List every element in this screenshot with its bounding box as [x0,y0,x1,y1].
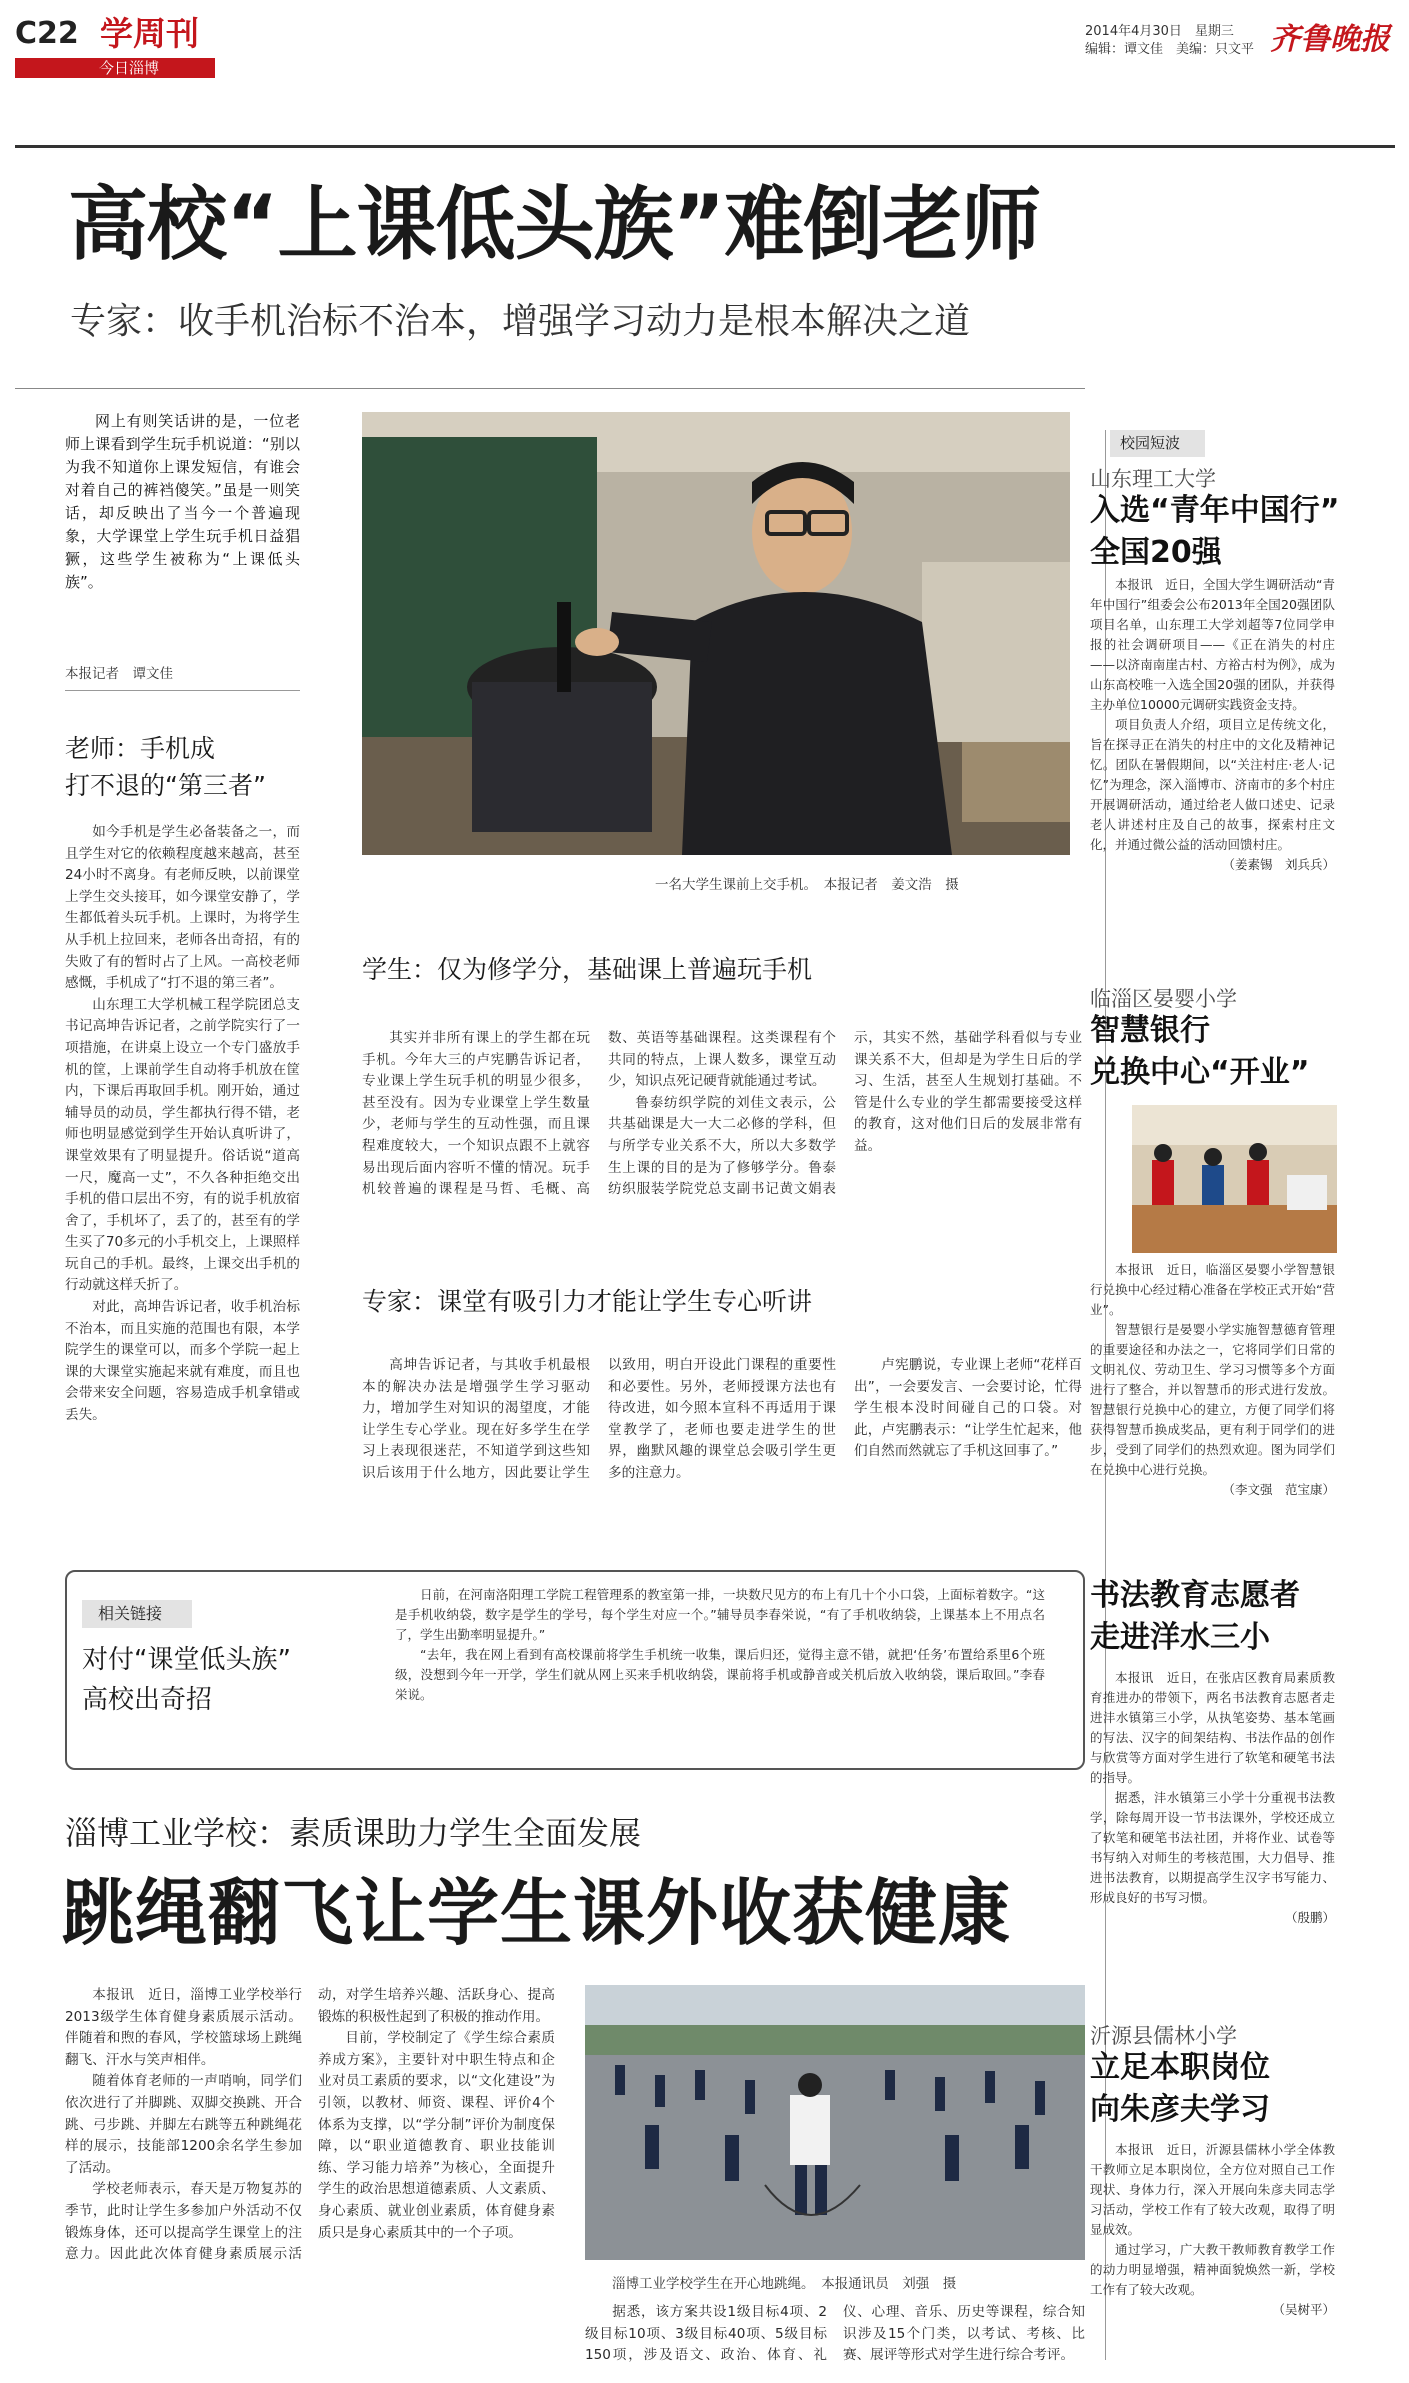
sidebar-photo-bank [1132,1105,1337,1253]
bottom-para: 学校老师表示，春天是万物复苏的季节，此时让学生多参加户外活动不仅锻炼身体，还可以提高学生课堂上的注意力。因此此次体育健身素质展示活动，对学生培养兴趣、活跃身心、提高锻炼的积极性起到了积极的推动作用。 [65,1987,555,2263]
section3-body [362,1355,1082,1550]
related-title-line1: 对付“课堂低头族” [82,1645,291,1675]
sidebar-item-place: 山东理工大学 [1090,467,1216,491]
section1-title [65,730,315,804]
photo-children-bank [1132,1105,1337,1253]
sidebar-item-body: 本报讯 近日，全国大学生调研活动“青年中国行”组委会公布2013年全国20强团队项目名单，山东理工大学刘超等7位同学申报的社会调研项目——《正在消失的村庄——以济南南崖古村、方裕古村为例》，成为山东高校唯一入选全国20强的团队，并获得主办单位10000元调研实践资金支持。 项目负责人介绍，项目立足传统文化，旨在探寻正在消失的村庄中的文化及精神记忆。团队在暑假期间，以“关注村庄·老人·记忆”为理念，深入淄博市、济南市的多个村庄开展调研活动，通过给老人做口述史、记录老人讲述村庄及自己的故事，探索村庄文化，并通过微公益的活动回馈村庄。 （姜素锡 刘兵兵） [1090,575,1335,875]
sidebar-item-title: 立足本职岗位 向朱彦夫学习 [1090,2050,1270,2127]
bottom-title: 跳绳翻飞让学生课外收获健康 [62,1871,1012,1955]
bottom-para: 目前，学校制定了《学生综合素质养成方案》，主要针对中职生特点和企业对员工素质的要求，以“文化建设”为引领，以教材、师资、课程、评价4个体系为支撑，以“学分制”评价为制度保障，以“职业道德教育、职业技能训练、学习能力培养”为核心，全面提升学生的政治思想道德素质、人文素质、身心素质、就业创业素质，体育健身素质只是身心素质其中的一个子项。 [318,2030,555,2241]
related-title [82,1640,291,1720]
section2-para: 其实并非所有课上的学生都在玩手机。今年大三的卢宪鹏告诉记者，专业课上学生玩手机的明显少很多，甚至没有。因为专业课堂上学生数量少，老师与学生的互动性强，而且课程难度较大，一个知识点跟不上就容易出现后面内容听不懂的情况。玩手机较普遍的课程是马哲、毛概、高数、英语等基础课程。这类课程有个共同的特点，上课人数多，课堂互动少，知识点死记硬背就能通过考试。 [362,1030,836,1198]
bottom-para: 随着体育老师的一声哨响，同学们依次进行了并脚跳、双脚交换跳、开合跳、弓步跳、并脚左右跳等五种跳绳花样的展示，技能部1200余名学生参加了活动。 [65,2073,302,2176]
date-line: 2014年4月30日 星期三 [1085,24,1234,39]
main-photo-caption: 一名大学生课前上交手机。 本报记者 姜文浩 摄 [655,877,959,893]
sidebar-item-credit: （李文强 范宝康） [1222,1482,1335,1497]
sidebar-item-place: 沂源县儒林小学 [1090,2024,1237,2048]
section1-title-line1: 老师：手机成 [65,734,216,763]
sidebar-item-credit: （姜素锡 刘兵兵） [1222,857,1335,872]
section1-para: 如今手机是学生必备装备之一，而且学生对它的依赖程度越来越高，甚至24小时不离身。有老师反映，以前课堂上学生交头接耳，如今课堂安静了，学生都低着头玩手机。上课时，为将学生从手机上拉回来，老师各出奇招，有的失败了有的暂时占了上风。一高校老师感慨，手机成了“打不退的第三者”。 [65,824,300,992]
sidebar-item-title: 智慧银行 兑换中心“开业” [1090,1013,1310,1090]
sidebar-item-place: 临淄区晏婴小学 [1090,987,1237,1011]
header-rule [15,145,1395,148]
bottom-photo-caption: 淄博工业学校学生在开心地跳绳。 本报通讯员 刘强 摄 [612,2276,957,2292]
lead-paragraph: 网上有则笑话讲的是，一位老师上课看到学生玩手机说道：“别以为我不知道你上课发短信，有谁会对着自己的裤裆傻笑。”虽是一则笑话，却反映出了当今一个普遍现象，大学课堂上学生玩手机日益猖獗，这些学生被称为“上课低头族”。 [65,412,300,591]
section1-para: 对此，高坤告诉记者，收手机治标不治本，而且实施的范围也有限，本学院学生的课堂可以，而多个学院一起上课的大课堂实施起来就有难度，而且也会带来安全问题，容易造成手机拿错或丢失。 [65,1299,300,1424]
byline: 本报记者 谭文佳 [65,666,173,682]
related-tag: 相关链接 [82,1600,192,1628]
sidebar-item-body: 本报讯 近日，沂源县儒林小学全体教干教师立足本职岗位，全方位对照自己工作现状、身体力行，深入开展向朱彦夫同志学习活动，学校工作有了较大改观，取得了明显成效。 通过学习，广大教干教师教育教学工作的动力明显增强，精神面貌焕然一新，学校工作有了较大改观。 （吴树平） [1090,2140,1335,2320]
bottom-photo [585,1985,1085,2260]
sidebar-tag: 校园短波 [1110,430,1205,457]
section1-para: 山东理工大学机械工程学院团总支书记高坤告诉记者，之前学院实行了一项措施，在讲桌上设立一个专门盛放手机的筐，上课前学生自动将手机放在筐内，下课后再取回手机。刚开始，通过辅导员的动员，学生都执行得不错，老师也明显感觉到学生开始认真听讲了，课堂效果有了明显提升。俗话说“道高一尺，魔高一丈”，不久各种拒绝交出手机的借口层出不穷，有的说手机放宿舍了，手机坏了，丢了的，甚至有的学生买了70多元的小手机交上，上课照样玩自己的手机。最终，上课交出手机的行动就这样夭折了。 [65,996,300,1294]
main-subtitle: 专家：收手机治标不治本，增强学习动力是根本解决之道 [70,301,971,342]
byline-rule [65,690,300,691]
section3-para: 卢宪鹏说，专业课上老师“花样百出”，一会要发言、一会要讨论，忙得学生根本没时间碰自己的口袋。对此，卢宪鹏表示：“让学生忙起来，他们自然而然就忘了手机这回事了。” [854,1357,1082,1460]
page-number: C22 [15,16,79,51]
related-body: 日前，在河南洛阳理工学院工程管理系的教室第一排，一块数尺见方的布上有几十个小口袋，上面标着数字。“这是手机收纳袋，数字是学生的学号，每个学生对应一个。”辅导员李春栄说，“有了手机收纳袋，上课基本上不用点名了，学生出勤率明显提升。” “去年，我在网上看到有高校课前将学生手机统一收集，课后归还，觉得主意不错，就把‘任务’布置给系里6个班级，没想到今年一开学，学生们就从网上买来手机收纳袋，课前将手机或静音或关机后放入收纳袋，课后取回。”李春栄说。 [395,1587,1045,1702]
sidebar-item-credit: （殷鹏） [1284,1910,1335,1925]
sidebar-item-body: 本报讯 近日，临淄区晏婴小学智慧银行兑换中心经过精心准备在学校正式开始“营业”。 智慧银行是晏婴小学实施智慧德育管理的重要途径和办法之一，它将同学们日常的文明礼仪、劳动卫生、学习习惯等多个方面进行了整合，并以智慧币的形式进行发放。智慧银行兑换中心的建立，方便了同学们将获得智慧币换成奖品，更有利于同学们的进步，受到了同学们的热烈欢迎。图为同学们在兑换中心进行兑换。 （李文强 范宝康） [1090,1260,1335,1500]
section2-body [362,1028,1082,1243]
section-bar: 今日淄博 [15,58,215,78]
sidebar-item-credit: （吴树平） [1272,2302,1335,2317]
section-name: 学周刊 [100,14,199,53]
photo-jump-rope [585,1985,1085,2260]
bottom-body [65,1985,555,2375]
sidebar-item-body: 本报讯 近日，在张店区教育局素质教育推进办的带领下，两名书法教育志愿者走进沣水镇第三小学，从执笔姿势、基本笔画的写法、汉字的间架结构、书法作品的创作与欣赏等方面对学生进行了软笔和硬笔书法的指导。 据悉，沣水镇第三小学十分重视书法教学，除每周开设一节书法课外，学校还成立了软笔和硬笔书法社团，并将作业、试卷等书写纳入对师生的考核范围，大力倡导、推进书法教育，以期提高学生汉字书写能力、形成良好的书写习惯。 （殷鹏） [1090,1668,1335,1928]
section2-title: 学生：仅为修学分，基础课上普遍玩手机 [362,955,813,984]
section1-body [65,822,300,1427]
section3-para: 高坤告诉记者，与其收手机最根本的解决办法是增强学生学习驱动力，增加学生对知识的渴望度，才能让学生专心学业。现在好多学生在学习上表现很迷茫，不知道学到这些知识后该用于什么地方，因此要让学生以致用，明白开设此门课程的重要性和必要性。另外，老师授课方法也有待改进，如今照本宣科不再适用于课堂教学了，老师也要走进学生的世界，幽默风趣的课堂总会吸引学生更多的注意力。 [362,1357,836,1481]
brand-logo: 齐鲁晚报 [1270,22,1390,57]
photo-student-phones [362,412,1070,855]
section2-para: 鲁泰纺织学院的刘佳文表示，公共基础课是大一大二必修的学科，但与所学专业关系不大，所以大多数学生上课的目的是为了修够学分。鲁泰纺织服装学院党总支副书记黄文娟表示，其实不然，基础学科看似与专业课关系不大，但却是为学生日后的学习、生活，甚至人生规划打基础。不管是什么专业的学生都需要接受这样的教育，这对他们日后的发展非常有益。 [608,1030,1082,1198]
main-title: 高校“上课低头族”难倒老师 [68,178,1041,271]
headline-rule [15,388,1085,389]
bottom-para: 据悉，该方案共设1级目标4项、2级目标10项、3级目标40项、5级目标150项，涉及语文、政治、体育、礼仪、心理、音乐、历史等课程，综合知识涉及15个门类，以考试、考核、比赛、展评等形式对学生进行综合考评。 [585,2304,1085,2364]
related-title-line2: 高校出奇招 [82,1685,213,1715]
main-photo [362,412,1070,855]
section1-title-line2: 打不退的“第三者” [65,771,266,800]
bottom-kicker: 淄博工业学校：素质课助力学生全面发展 [65,1814,642,1852]
sidebar-item-title: 书法教育志愿者 走进洋水三小 [1090,1578,1300,1655]
bottom-para: 本报讯 近日，淄博工业学校举行2013级学生体育健身素质展示活动。伴随着和煦的春风，学校篮球场上跳绳翻飞、汗水与笑声相伴。 [65,1987,302,2068]
sidebar-item-title: 入选“青年中国行” 全国20强 [1090,493,1340,570]
section3-title: 专家：课堂有吸引力才能让学生专心听讲 [362,1287,813,1316]
editor-line: 编辑：谭文佳 美编：只文平 [1085,42,1255,57]
bottom-body-tail [585,2302,1085,2377]
